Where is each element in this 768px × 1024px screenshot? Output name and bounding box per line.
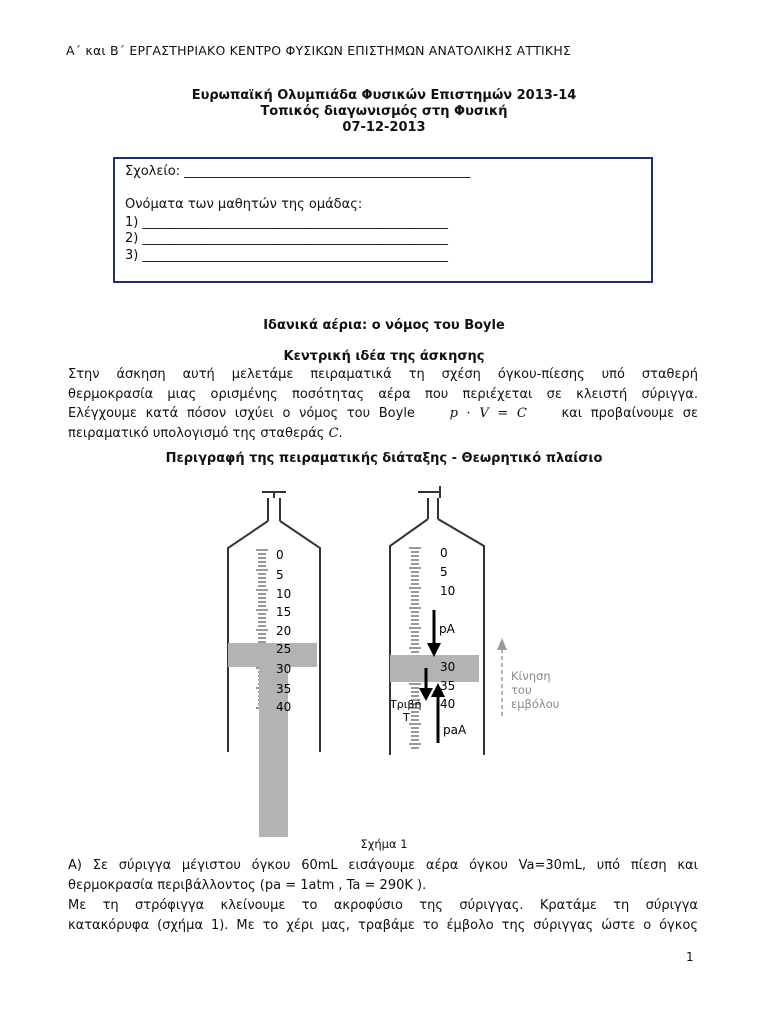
central-idea-line-2: θερμοκρασία μιας ορισμένης ποσότητας αέρα που περιέχεται σε κλειστή σύριγγα.	[68, 386, 698, 402]
title-line2: Τοπικός διαγωνισμός στη Φυσική	[260, 104, 508, 119]
question-a-paragraph	[68, 856, 698, 895]
left-tick-label: 0	[276, 548, 284, 562]
right-tick-label: 0	[440, 546, 448, 560]
friction-label: Τριβή	[390, 698, 422, 711]
student-3-field[interactable]: 3) _______________________________________________	[125, 248, 448, 263]
right-tick-label: 40	[440, 697, 456, 711]
title-line1: Ευρωπαϊκή Ολυμπιάδα Φυσικών Επιστημών 2013-14	[191, 88, 577, 103]
left-tick-label: 30	[276, 662, 292, 676]
section-heading-central-idea: Κεντρική ιδέα της άσκησης	[283, 349, 485, 364]
left-tick-label: 20	[276, 624, 292, 638]
central-idea-line-1: Στην άσκηση αυτή μελετάμε πειραματικά τη σχέση όγκου-πίεσης υπό σταθερή	[68, 367, 698, 382]
boyle-law-formula: p · V = C	[449, 406, 527, 421]
right-tick-label: 30	[440, 660, 456, 674]
left-tick-label: 40	[276, 700, 292, 714]
school-field[interactable]: Σχολείο: ____________________________________________	[125, 164, 471, 179]
procedure-paragraph	[68, 896, 698, 935]
right-plunger-head	[390, 655, 479, 682]
left-plunger-head	[228, 643, 317, 667]
left-tick-label: 15	[276, 605, 292, 619]
piston-motion-arrow	[497, 638, 507, 716]
right-syringe	[389, 486, 559, 755]
left-tick-label: 25	[276, 642, 292, 656]
student-names-label: Ονόματα των μαθητών της ομάδας:	[125, 197, 363, 212]
constant-symbol: C	[328, 425, 339, 441]
central-idea-line-3-end: και προβαίνουμε σε	[561, 406, 699, 421]
right-scale-ticks	[409, 548, 421, 748]
page-number: 1	[686, 950, 694, 964]
paA-label: paA	[443, 723, 467, 737]
page-header: Α΄ και Β΄ ΕΡΓΑΣΤΗΡΙΑΚΟ ΚΕΝΤΡΟ ΦΥΣΙΚΩΝ ΕΠΙΣΤΗΜΩΝ ΑΝΑΤΟΛΙΚΗΣ ΑΤΤΙΚΗΣ	[66, 43, 572, 58]
motion-label-line1: Κίνηση	[511, 669, 551, 683]
pA-label: pA	[439, 622, 455, 636]
right-tick-label: 5	[440, 565, 448, 579]
friction-symbol-label: T	[403, 711, 410, 724]
motion-label-line2: του	[511, 683, 532, 697]
left-tick-label: 10	[276, 587, 292, 601]
section-heading-setup: Περιγραφή της πειραματικής διάταξης - Θεωρητικό πλαίσιο	[165, 451, 603, 466]
procedure-line-2: κατακόρυφα (σχήμα 1). Με το χέρι μας, τραβάμε το έμβολο της σύριγγας ώστε ο όγκος	[68, 917, 698, 933]
question-a-line-2: θερμοκρασία περιβάλλοντος (pa = 1atm , Ta = 290K ).	[68, 877, 427, 893]
central-idea-line-4-text: πειραματικό υπολογισμό της σταθεράς	[68, 425, 325, 441]
section-heading-boyle: Ιδανικά αέρια: ο νόμος του Boyle	[263, 318, 505, 333]
student-1-field[interactable]: 1) _______________________________________________	[125, 215, 448, 230]
left-syringe	[228, 492, 320, 837]
student-2-field[interactable]: 2) _______________________________________________	[125, 231, 448, 246]
figure-caption: Σχήμα 1	[360, 837, 408, 851]
question-a-line-1: Α) Σε σύριγγα μέγιστου όγκου 60mL εισάγουμε αέρα όγκου Va=30mL, υπό πίεση και	[68, 858, 698, 873]
central-idea-line-4-period: .	[338, 425, 343, 441]
left-tick-label: 5	[276, 568, 284, 582]
procedure-line-1: Με τη στρόφιγγα κλείνουμε το ακροφύσιο της σύριγγας. Κρατάμε τη σύριγγα	[68, 898, 698, 913]
motion-label-line3: εμβόλου	[511, 697, 560, 711]
left-tick-label: 35	[276, 682, 292, 696]
right-tick-label: 35	[440, 679, 456, 693]
central-idea-line-3-text: Ελέγχουμε κατά πόσον ισχύει ο νόμος του Boyle	[68, 406, 415, 421]
right-tick-label: 10	[440, 584, 456, 598]
title-date: 07-12-2013	[342, 120, 426, 135]
